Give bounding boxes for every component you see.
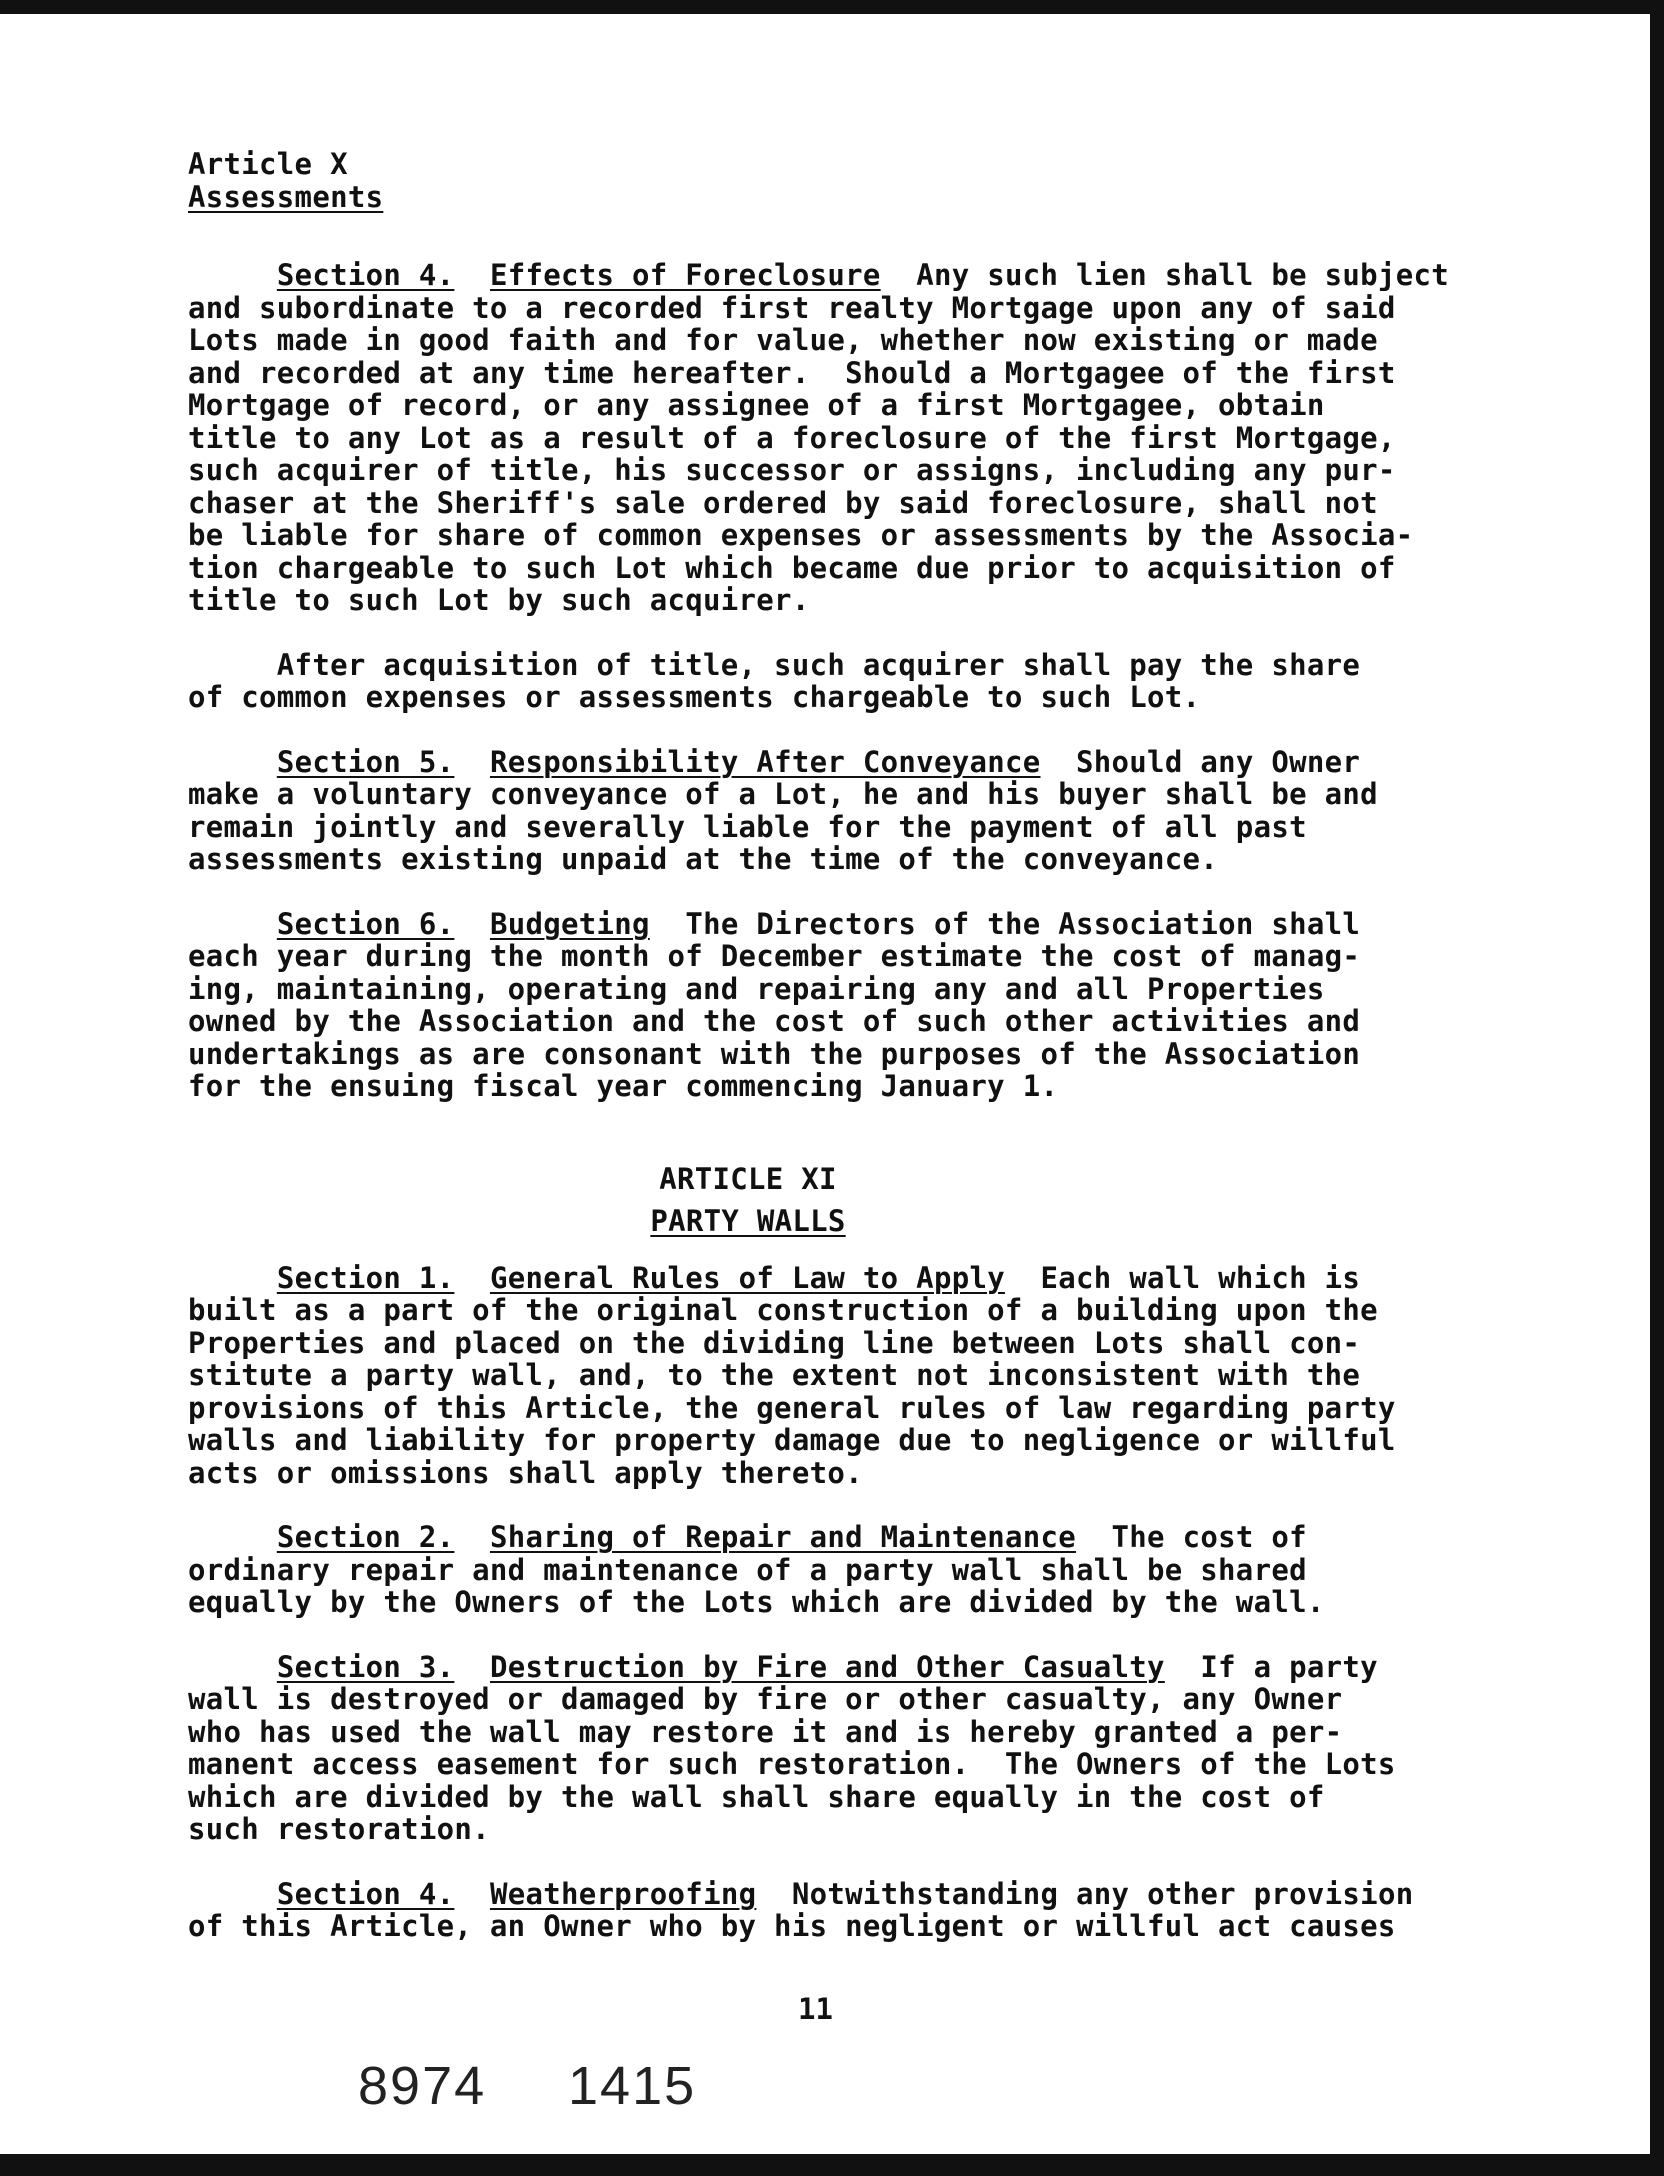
body-line: of common expenses or assessments chargeable to such Lot. bbox=[188, 680, 1201, 714]
body-line: walls and liability for property damage due to negligence or willful bbox=[188, 1423, 1396, 1457]
scan-edge-right bbox=[1650, 0, 1664, 2176]
article-x-subtitle: Assessments bbox=[188, 179, 384, 214]
section-first-tail: The cost of bbox=[1076, 1520, 1307, 1554]
section-heading: Weatherproofing bbox=[489, 1876, 757, 1911]
document-page bbox=[188, 148, 1528, 1943]
section-label: Section 5. bbox=[276, 744, 455, 779]
section-first-line bbox=[188, 908, 1528, 941]
article-xi-section-3 bbox=[188, 1651, 1528, 1846]
section-first-tail: The Directors of the Association shall bbox=[649, 906, 1361, 941]
body-line: be liable for share of common expenses or assessments by the Associa- bbox=[188, 518, 1414, 552]
body-line: Mortgage of record, or any assignee of a first Mortgagee, obtain bbox=[188, 388, 1325, 422]
section-label: Section 4. bbox=[276, 258, 455, 292]
body-line: stitute a party wall, and, to the extent not inconsistent with the bbox=[188, 1358, 1361, 1392]
body-line: undertakings as are consonant with the purposes of the Association bbox=[188, 1036, 1361, 1071]
body-line: ordinary repair and maintenance of a party wall shall be shared bbox=[188, 1552, 1307, 1587]
section-first-tail: Should any Owner bbox=[1040, 744, 1361, 779]
section-heading: Responsibility After Conveyance bbox=[489, 744, 1041, 779]
body-line: chaser at the Sheriff's sale ordered by said foreclosure, shall not bbox=[188, 485, 1378, 520]
article-xi-section-1 bbox=[188, 1262, 1528, 1490]
section-label: Section 2. bbox=[276, 1520, 455, 1554]
section-6-budgeting bbox=[188, 908, 1528, 1103]
section-first-tail: If a party bbox=[1164, 1649, 1378, 1684]
scan-edge-top bbox=[0, 0, 1664, 14]
section-first-tail: Notwithstanding any other provision bbox=[756, 1876, 1414, 1911]
section-4-foreclosure bbox=[188, 259, 1528, 617]
body-line: equally by the Owners of the Lots which are divided by the wall. bbox=[188, 1585, 1325, 1619]
body-line: such acquirer of title, his successor or assigns, including any pur- bbox=[188, 453, 1396, 487]
handwritten-number-left: 8974 bbox=[358, 2056, 487, 2116]
body-line: and subordinate to a recorded first realty Mortgage upon any of said bbox=[188, 290, 1396, 325]
body-line: title to any Lot as a result of a foreclosure of the first Mortgage, bbox=[188, 420, 1396, 455]
handwritten-number-right: 1415 bbox=[568, 2056, 697, 2116]
body-line: acts or omissions shall apply thereto. bbox=[188, 1455, 863, 1490]
section-first-tail: Each wall which is bbox=[1004, 1260, 1361, 1295]
body-line: assessments existing unpaid at the time of the conveyance. bbox=[188, 842, 1219, 876]
scan-edge-bottom bbox=[0, 2154, 1664, 2176]
body-line: remain jointly and severally liable for the payment of all past bbox=[188, 809, 1307, 844]
body-line: such restoration. bbox=[188, 1812, 490, 1846]
section-label: Section 3. bbox=[276, 1649, 455, 1684]
body-line: manent access easement for such restoration. The Owners of the Lots bbox=[188, 1747, 1396, 1781]
body-line: wall is destroyed or damaged by fire or other casualty, any Owner bbox=[188, 1682, 1343, 1716]
body-line: which are divided by the wall shall share equally in the cost of bbox=[188, 1779, 1325, 1814]
body-line: who has used the wall may restore it and is hereby granted a per- bbox=[188, 1714, 1343, 1749]
body-line: built as a part of the original construction of a building upon the bbox=[188, 1293, 1378, 1327]
article-x-title: Article X bbox=[188, 147, 348, 181]
section-first-tail: Any such lien shall be subject bbox=[880, 258, 1449, 292]
body-line: of this Article, an Owner who by his negligent or willful act causes bbox=[188, 1909, 1396, 1943]
section-label: Section 6. bbox=[276, 906, 455, 941]
article-xi-subtitle: PARTY WALLS bbox=[650, 1204, 846, 1238]
section-label: Section 4. bbox=[276, 1876, 455, 1911]
body-line: provisions of this Article, the general rules of law regarding party bbox=[188, 1390, 1396, 1425]
section-5-responsibility bbox=[188, 746, 1528, 876]
section-first-line bbox=[188, 1878, 1528, 1911]
body-line: owned by the Association and the cost of such other activities and bbox=[188, 1004, 1361, 1038]
body-line: for the ensuing fiscal year commencing January 1. bbox=[188, 1069, 1059, 1103]
article-xi-subtitle-wrap bbox=[188, 1205, 1308, 1238]
section-first-line bbox=[188, 259, 1528, 292]
body-line: Properties and placed on the dividing line between Lots shall con- bbox=[188, 1325, 1361, 1360]
body-line: each year during the month of December estimate the cost of manag- bbox=[188, 939, 1361, 973]
section-first-line bbox=[188, 1521, 1528, 1554]
body-line: After acquisition of title, such acquirer shall pay the share bbox=[188, 647, 1361, 682]
section-heading: Effects of Foreclosure bbox=[489, 258, 881, 292]
body-line: ing, maintaining, operating and repairing any and all Properties bbox=[188, 971, 1325, 1006]
body-line: make a voluntary conveyance of a Lot, he and his buyer shall be and bbox=[188, 777, 1378, 811]
section-heading: Destruction by Fire and Other Casualty bbox=[489, 1649, 1165, 1684]
body-line: title to such Lot by such acquirer. bbox=[188, 583, 810, 617]
section-first-line bbox=[188, 1262, 1528, 1295]
article-xi-title: ARTICLE XI bbox=[659, 1161, 837, 1196]
section-label: Section 1. bbox=[276, 1260, 455, 1295]
section-heading: General Rules of Law to Apply bbox=[489, 1260, 1005, 1295]
section-first-line bbox=[188, 1651, 1528, 1684]
section-first-line bbox=[188, 746, 1528, 779]
page-number: 11 bbox=[798, 1992, 833, 2026]
body-line: and recorded at any time hereafter. Should a Mortgagee of the first bbox=[188, 355, 1396, 390]
article-xi-section-4 bbox=[188, 1878, 1528, 1943]
body-line: Lots made in good faith and for value, whether now existing or made bbox=[188, 323, 1378, 357]
article-xi-section-2 bbox=[188, 1521, 1528, 1619]
body-line: tion chargeable to such Lot which became due prior to acquisition of bbox=[188, 550, 1396, 585]
section-heading: Budgeting bbox=[489, 906, 650, 941]
after-acquisition-paragraph bbox=[188, 649, 1528, 714]
section-heading: Sharing of Repair and Maintenance bbox=[489, 1520, 1077, 1554]
